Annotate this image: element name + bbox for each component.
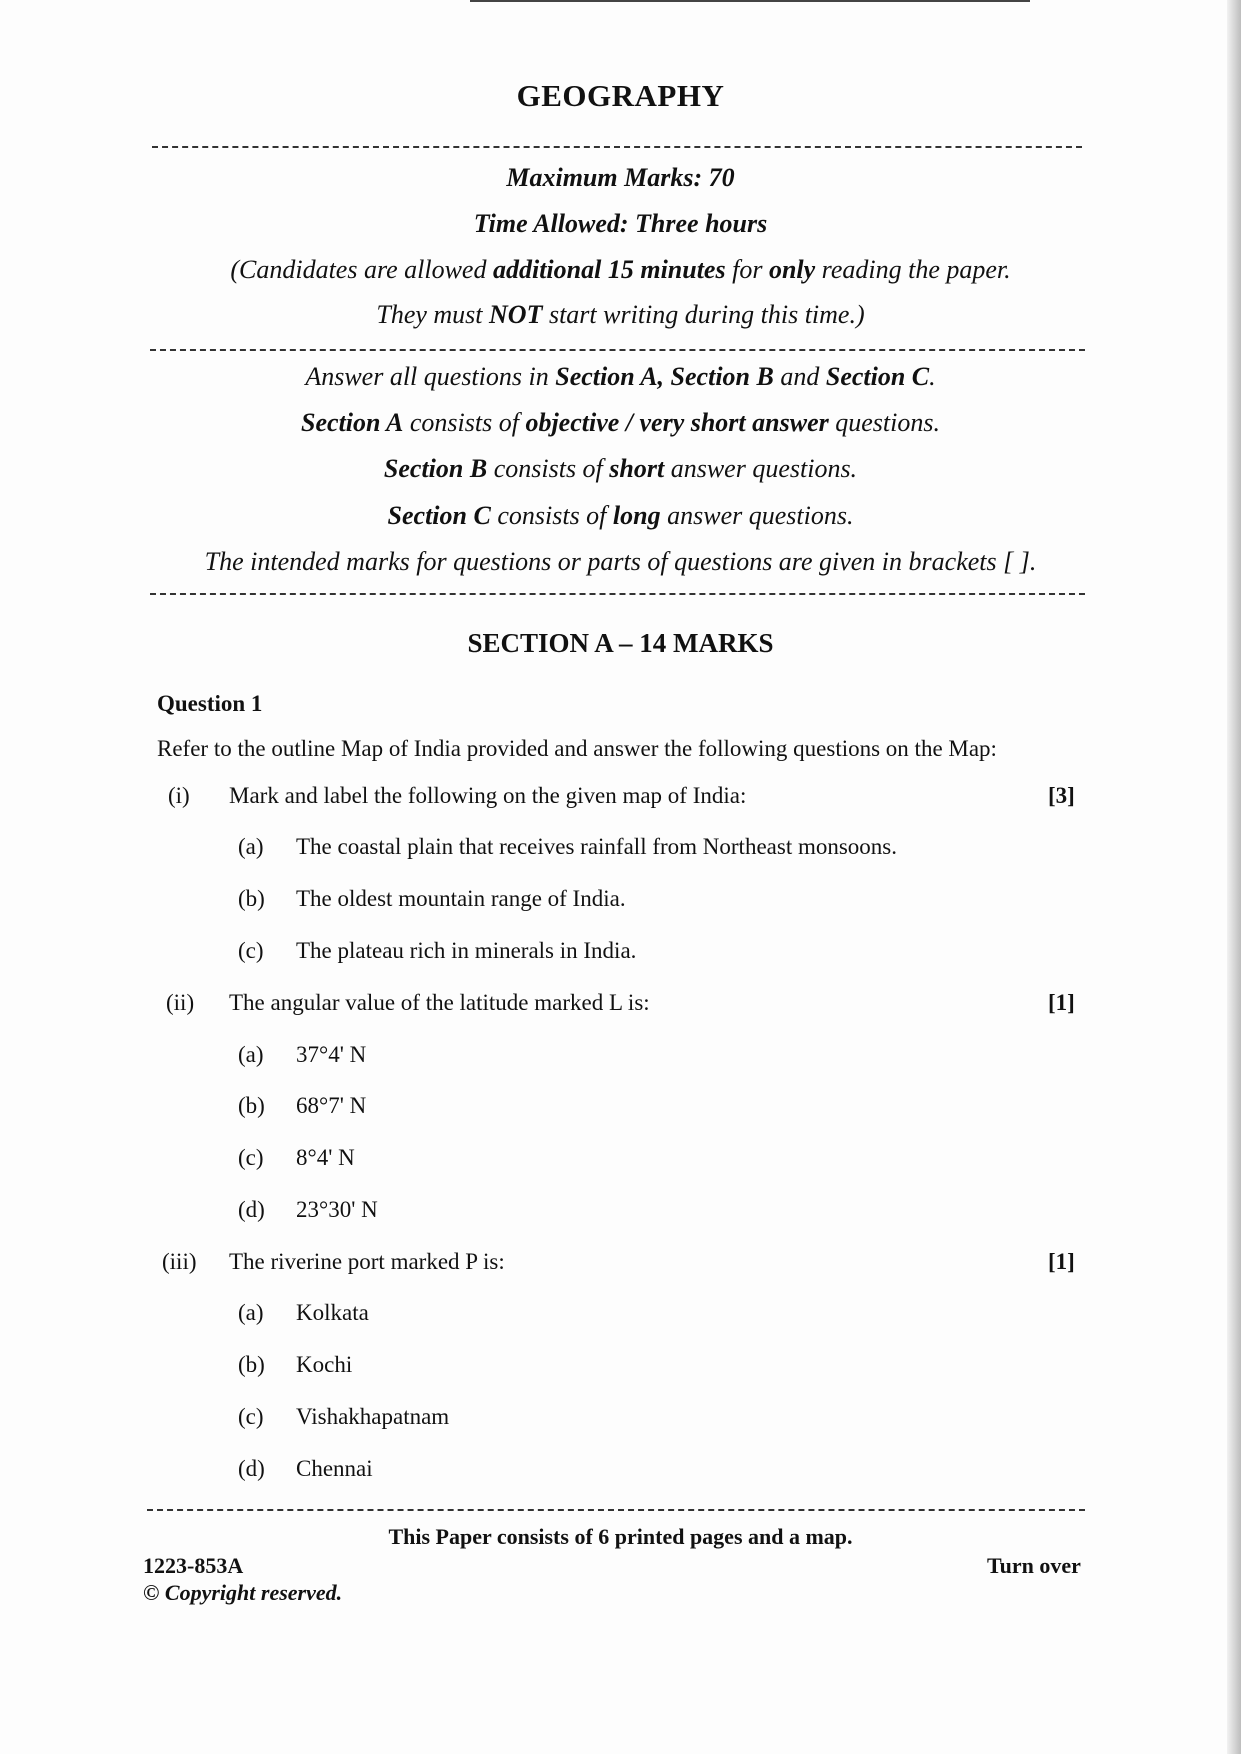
instr3-bold-2: short [609,454,665,483]
part-3-marks: [1] [1048,1249,1075,1274]
part-1-marks: [3] [1048,783,1075,808]
paper-code: 1223-853A [143,1553,244,1578]
instr4-text-2: answer questions. [660,501,854,530]
part-2-option-c-label: (c) [238,1145,264,1170]
divider-top [152,146,1082,148]
part-1-option-c-label: (c) [238,938,264,963]
instruction-line-5: The intended marks for questions or parts of questions are given in brackets [ ]. [204,547,1037,576]
part-3-option-d-text: Chennai [296,1456,373,1481]
part-1-option-b-text: The oldest mountain range of India. [296,886,626,911]
part-1-text: Mark and label the following on the given map of India: [229,783,747,808]
max-marks: Maximum Marks: 70 [506,163,735,192]
part-3-text: The riverine port marked P is: [229,1249,505,1274]
part-2-option-b-label: (b) [238,1093,265,1118]
instr3-bold-1: Section B [383,454,488,483]
instruction-line-1 [0,362,1241,392]
instr4-bold-2: long [612,501,661,530]
paper-title: GEOGRAPHY [516,78,725,113]
part-2-text: The angular value of the latitude marked L is: [229,990,650,1015]
instruction-line-3 [0,454,1241,484]
turn-over: Turn over [987,1553,1081,1578]
part-2-number: (ii) [166,990,195,1015]
instr3-text-2: answer questions. [664,454,858,483]
part-3-option-b-label: (b) [238,1352,265,1377]
reading-bold-2: only [768,255,816,284]
part-1-option-a-text: The coastal plain that receives rainfall from Northeast monsoons. [296,834,897,859]
instr1-bold-1: Section A, Section B [555,362,774,391]
instr1-text-1: Answer all questions in [305,362,556,391]
divider-instructions [150,593,1085,595]
part-2-option-c-text: 8°4' N [296,1145,355,1170]
part-3-option-b-text: Kochi [296,1352,353,1377]
part-3-option-c-label: (c) [238,1404,264,1429]
question-heading: Question 1 [157,691,263,716]
instruction-line-4 [0,501,1241,531]
reading-text-1: (Candidates are allowed [230,255,493,284]
instr1-text-2: and [773,362,826,391]
part-1-option-b-label: (b) [238,886,265,911]
part-3-option-a-text: Kolkata [296,1300,369,1325]
divider-header [150,349,1085,351]
part-1-number: (i) [168,783,190,808]
time-allowed: Time Allowed: Three hours [473,209,768,238]
writing-note [0,300,1241,330]
writing-text-2: start writing during this time.) [542,300,865,329]
part-3-number: (iii) [162,1249,197,1274]
part-1-option-a-label: (a) [238,834,264,859]
reading-time-note [0,255,1241,285]
part-3-option-c-text: Vishakhapatnam [296,1404,450,1429]
reading-text-3: reading the paper. [815,255,1011,284]
instr2-text-2: questions. [828,408,940,437]
part-2-option-a-text: 37°4' N [296,1042,367,1067]
part-2-option-d-text: 23°30' N [296,1197,378,1222]
section-title: SECTION A – 14 MARKS [467,628,774,658]
part-3-option-d-label: (d) [238,1456,265,1481]
part-2-marks: [1] [1048,990,1075,1015]
instr4-text-1: consists of [490,501,613,530]
reading-bold-1: additional 15 minutes [492,255,726,284]
question-intro: Refer to the outline Map of India provided and answer the following questions on the Map: [157,736,997,761]
divider-footer [147,1509,1085,1511]
instr2-text-1: consists of [403,408,526,437]
part-2-option-a-label: (a) [238,1042,264,1067]
pages-note: This Paper consists of 6 printed pages and a map. [388,1524,853,1549]
reading-text-2: for [725,255,769,284]
writing-text-1: They must [376,300,490,329]
part-2-option-b-text: 68°7' N [296,1093,367,1118]
instr3-text-1: consists of [487,454,610,483]
part-2-option-d-label: (d) [238,1197,265,1222]
instr2-bold-1: Section A [301,408,404,437]
instr4-bold-1: Section C [387,501,491,530]
instr1-bold-2: Section C [825,362,930,391]
instr1-text-3: . [929,362,936,391]
part-1-option-c-text: The plateau rich in minerals in India. [296,938,637,963]
copyright: © Copyright reserved. [143,1580,343,1605]
instruction-line-2 [0,408,1241,438]
part-3-option-a-label: (a) [238,1300,264,1325]
top-rule [470,0,1030,2]
writing-bold-1: NOT [489,300,543,329]
instr2-bold-2: objective / very short answer [525,408,829,437]
